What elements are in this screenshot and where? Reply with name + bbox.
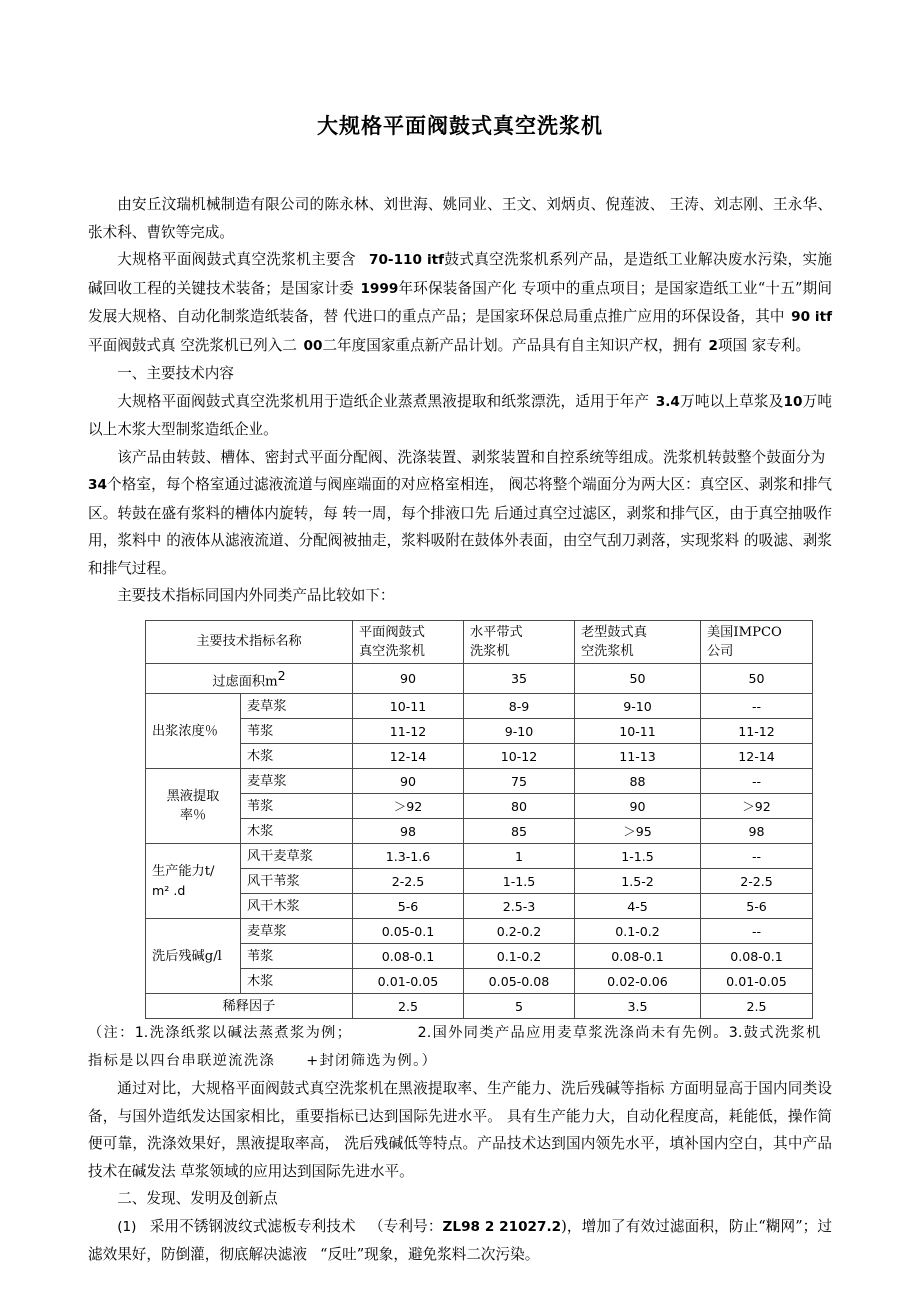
sub-label: 苇浆 [241,719,353,744]
group-label-production-capacity [146,844,241,919]
footnote-text-2: .国外同类产品应用麦草浆洗涤尚未有先例。 [426,1025,729,1042]
cell-value: 12-14 [701,744,813,769]
cell-value: 80 [464,794,575,819]
th-indicator-name: 主要技术指标名称 [146,620,353,663]
s2-text-c: )，增加了有效过滤面积，防止“糊网”；过滤效果好，防倒灌，彻底解决滤液 [88,1217,832,1264]
table-footnote [88,1019,832,1075]
cell-value: 0.1-0.2 [464,944,575,969]
cell-value: 1.5-2 [575,869,701,894]
table-row [146,944,813,969]
s2-text-a: 采用不锈钢波纹式滤板专利技术 [149,1217,356,1235]
sub-label: 风干麦草浆 [241,844,353,869]
spec-table [145,620,813,1019]
cell-value: 1 [464,844,575,869]
cell-value: 1.3-1.6 [353,844,464,869]
footnote-text-1: .洗涤纸浆以碱法蒸煮浆为例； [143,1025,353,1042]
cell-value: 11-12 [701,719,813,744]
th-c1-l2: 真空洗浆机 [359,643,425,659]
cell-value: 12-14 [353,744,464,769]
sub-label: 风干木浆 [241,894,353,919]
paragraph-section1-a [88,388,832,444]
section-1-heading: 一、主要技术内容 [117,365,234,383]
intro-text-e: 二年度国家重点新产品计划。产品具有自主知识产权，拥有 [322,336,702,354]
footnote-num-2: 2 [417,1025,427,1042]
sub-label: 麦草浆 [241,769,353,794]
cell-value: 90 [353,769,464,794]
cell-value: 50 [701,663,813,693]
intro-year-00: 00 [303,337,323,354]
sub-label: 风干苇浆 [241,869,353,894]
spec-table-container [145,620,812,1019]
cell-value: 2-2.5 [701,869,813,894]
group-label-text: 黑液提取 率％ [166,789,220,824]
cell-value: 10-12 [464,744,575,769]
th-horizontal-belt [464,620,575,663]
footnote-num-3: 3 [728,1025,738,1042]
table-row [146,894,813,919]
th-old-drum [575,620,701,663]
cell-value: 2.5 [353,994,464,1019]
cell-value: 85 [464,819,575,844]
intro-text-f: 项国 家专利。 [717,336,811,354]
cell-value: 4-5 [575,894,701,919]
intro-text-d: 平面阀鼓式真 空洗浆机已列入二 [88,336,297,354]
cell-value: 8-9 [464,694,575,719]
intro-year-1999: 1999 [360,280,399,297]
cell-value: 10-11 [353,694,464,719]
table-header-row [146,620,813,663]
sub-label: 麦草浆 [241,694,353,719]
intro-patent-count: 2 [708,337,718,354]
row-label-dilution-factor: 稀释因子 [146,994,353,1019]
cell-value: 0.08-0.1 [353,944,464,969]
cell-value: 0.05-0.08 [464,969,575,994]
th-c4-l1: 美国IMPCO [707,624,782,640]
group-label-text: 生产能力t/ [152,863,215,879]
cell-value: -- [701,694,813,719]
s1-text-e: 个格室，每个格室通过滤液流道与阀座端面的对应格室相连， 阀芯将整个端面分为两大区：真空区、剥浆和排气区。转鼓在盛有浆料的槽体内旋转，每 转一周，每个排液口先 后通过真空过滤区，剥浆和排气区，由于真空抽吸作用，浆料中 的液体从滤液流道、分配阀被抽走，浆料吸附在鼓体外表面，由空气刮刀剥落，实现浆料 的吸滤、剥浆和排气过程。 [88,476,832,577]
cell-value: 88 [575,769,701,794]
th-c4-l2: 公司 [707,643,734,659]
cell-value: ＞95 [575,819,701,844]
footnote-num-1: 1 [134,1025,144,1042]
s1-text-d: 该产品由转鼓、槽体、密封式平面分配阀、洗涤装置、剥浆装置和自控系统等组成。洗浆机转鼓整个鼓面分为 [117,448,826,466]
paragraph-authors: 由安丘汶瑞机械制造有限公司的陈永林、刘世海、姚同业、王文、刘炳贞、倪莲波、 王涛、刘志刚、王永华、张术科、曹钦等完成。 [88,196,832,241]
cell-value: 0.01-0.05 [701,969,813,994]
intro-text-a: 大规格平面阀鼓式真空洗浆机主要含 [117,251,356,269]
table-row [146,663,813,693]
s1-text-c: 万吨以上木浆大型制浆造纸企业。 [88,392,832,439]
filter-area-sup: 2 [277,667,286,683]
group-label-residual-alkali [146,919,241,994]
s2-text-b: （专利号： [368,1217,443,1235]
cell-value: 2.5-3 [464,894,575,919]
s1-text-a: 大规格平面阀鼓式真空洗浆机用于造纸企业蒸煮黑液提取和纸浆漂洗，适用于年产 [117,392,650,410]
table-row [146,694,813,719]
intro-text-c: 年环保装备国产化 专项中的重点项目；是国家造纸工业“十五”期间发展大规格、自动化制浆造纸装备，替 代进口的重点产品；是国家环保总局重点推广应用的环保设备，其中 [88,279,832,326]
paragraph-innovation-1 [88,1213,832,1269]
cell-value: 1-1.5 [464,869,575,894]
th-c3-l1: 老型鼓式真 [581,624,647,640]
page-title: 大规格平面阀鼓式真空洗浆机 [317,113,603,138]
cell-value: 10-11 [575,719,701,744]
cell-value: 75 [464,769,575,794]
cell-value: 90 [575,794,701,819]
cell-value: 0.01-0.05 [353,969,464,994]
group-label-black-liquor-extraction [146,769,241,844]
cell-value: 0.1-0.2 [575,919,701,944]
footnote-prefix: （注： [88,1025,135,1042]
cell-value: 2.5 [701,994,813,1019]
table-row [146,844,813,869]
table-row [146,919,813,944]
cell-value: -- [701,919,813,944]
th-c1-l1: 平面阀鼓式 [359,624,425,640]
table-row [146,969,813,994]
table-lead-in: 主要技术指标同国内外同类产品比较如下： [117,587,395,605]
patent-number: ZL98 2 21027.2 [442,1218,562,1235]
section-2-heading: 二、发现、发明及创新点 [117,1190,278,1208]
cell-value: 0.2-0.2 [464,919,575,944]
document-body [88,0,832,1269]
group-label-text: 洗后残碱g/l [152,948,222,964]
paragraph-conclusion: 通过对比，大规格平面阀鼓式真空洗浆机在黑液提取率、生产能力、洗后残碱等指标 方面明显高于国内同类设备，与国外造纸发达国家相比，重要指标已达到国际先进水平。 具有生产能力大，自动化程度高，耗能低，操作简便可靠，洗涤效果好，黑液提取率高， 洗后残碱低等特点。产品技术达到国内领先水平，填补国内空白，其中产品技术在碱发法 草浆领域的应用达到国际先进水平。 [88,1080,832,1180]
table-row [146,769,813,794]
sub-label: 木浆 [241,969,353,994]
row-label-filter-area [146,663,353,693]
cell-value: ＞92 [353,794,464,819]
cell-value: 5 [464,994,575,1019]
cell-value: 9-10 [464,719,575,744]
intro-text-b: 鼓式真空洗浆机系列产品，是造纸工业解决废水污染，实施碱回收工程的关键技术装备；是国家计委 [88,251,832,297]
cell-value: 5-6 [701,894,813,919]
sub-label: 苇浆 [241,794,353,819]
intro-model-1: 70-110 itf [369,252,445,269]
cell-value: -- [701,769,813,794]
sub-label: 苇浆 [241,944,353,969]
table-row [146,994,813,1019]
cell-value: 0.08-0.1 [701,944,813,969]
cell-value: 98 [701,819,813,844]
cell-value: 5-6 [353,894,464,919]
table-row [146,794,813,819]
cell-value: 1-1.5 [575,844,701,869]
th-c2-l1: 水平带式 [470,624,523,640]
innovation-item-number: (1) [117,1218,137,1235]
sub-label: 木浆 [241,744,353,769]
cell-value: 2-2.5 [353,869,464,894]
cell-value: 9-10 [575,694,701,719]
group-label-text: 出浆浓度％ [152,723,218,739]
cell-value: 98 [353,819,464,844]
th-flat-valve-drum [353,620,464,663]
cell-value: 50 [575,663,701,693]
sub-label: 木浆 [241,819,353,844]
cell-value: 3.5 [575,994,701,1019]
cell-value: 0.08-0.1 [575,944,701,969]
cell-value: 11-13 [575,744,701,769]
s2-text-d: “反吐”现象，避免浆料二次污染。 [320,1246,540,1264]
cell-value: -- [701,844,813,869]
sub-label: 麦草浆 [241,919,353,944]
group-label-pulp-concentration [146,694,241,769]
cell-value: 11-12 [353,719,464,744]
s1-cell-count: 34 [88,477,107,494]
cell-value: ＞92 [701,794,813,819]
th-impco [701,620,813,663]
table-row [146,744,813,769]
cell-value: 90 [353,663,464,693]
cell-value: 35 [464,663,575,693]
cell-value: 0.05-0.1 [353,919,464,944]
th-c3-l2: 空洗浆机 [581,643,634,659]
s1-capacity-1: 3.4 [655,393,680,410]
footnote-text-3: .鼓式洗浆机指标是以四台串联逆流洗涤 [88,1025,822,1070]
paragraph-section1-b [88,444,832,583]
intro-model-2: 90 itf [791,309,832,326]
footnote-text-4: +封闭筛选为例。） [306,1053,438,1070]
table-row [146,719,813,744]
table-row [146,819,813,844]
filter-area-label: 过虑面积m [212,674,278,690]
group-label-text-line2: m² .d [152,882,186,898]
s1-capacity-2: 10 [783,393,803,410]
s1-text-b: 万吨以上草浆及 [679,392,784,410]
table-row [146,869,813,894]
th-c2-l2: 洗浆机 [470,643,510,659]
paragraph-intro [88,246,832,360]
cell-value: 0.02-0.06 [575,969,701,994]
